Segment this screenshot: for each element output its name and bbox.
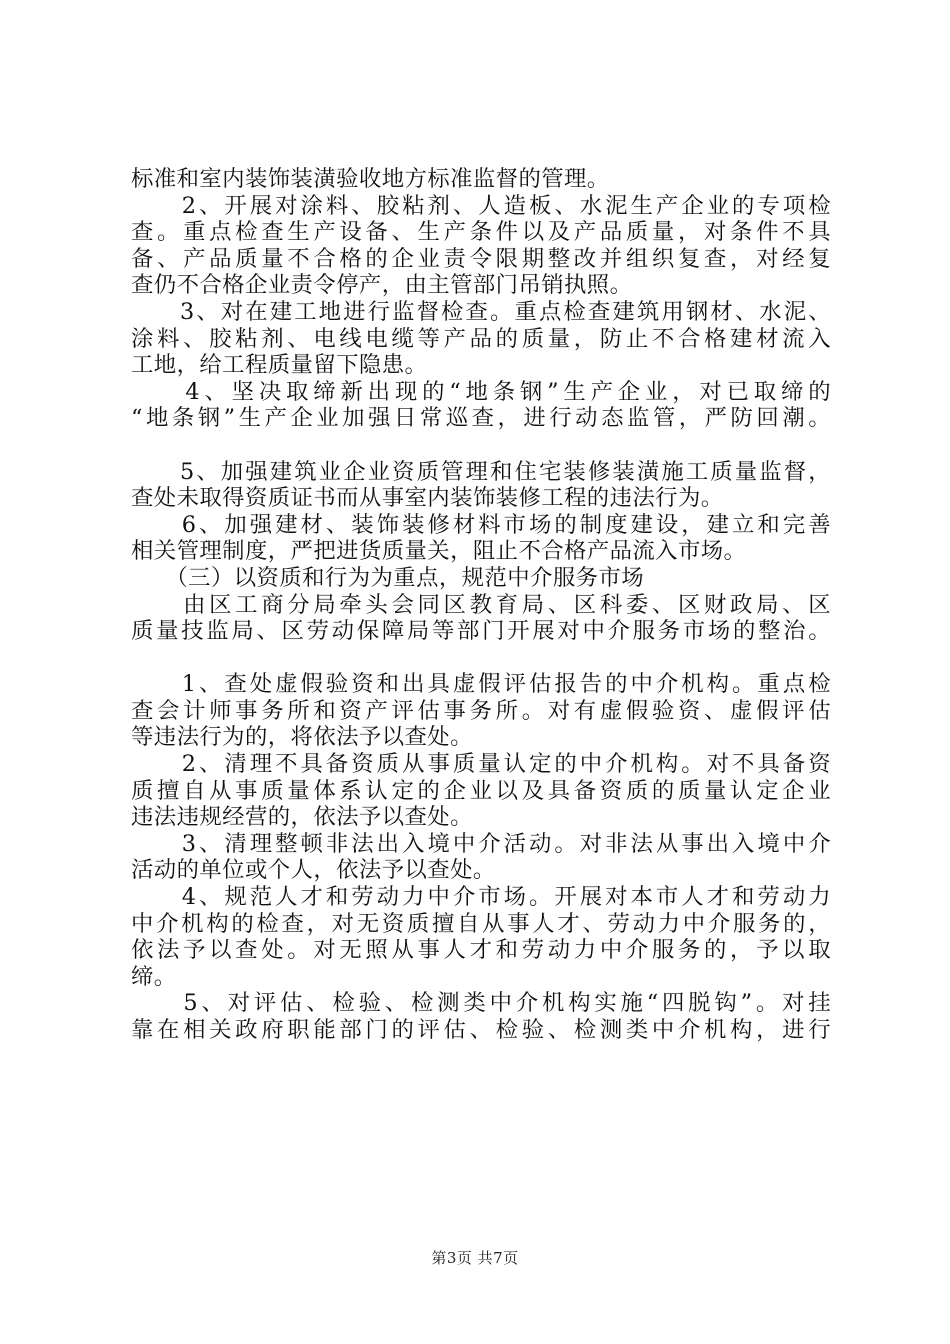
page-footer: 第3页 共7页 (431, 1249, 519, 1267)
text-line: 备、产品质量不合格的企业责令限期整改并组织复查，对经复 (131, 245, 831, 272)
text-line: 中介机构的检查，对无资质擅自从事人才、劳动力中介服务的， (131, 910, 831, 937)
text-line: 工地，给工程质量留下隐患。 (131, 352, 428, 379)
text-line: 1、查处虚假验资和出具虚假评估报告的中介机构。重点检 (131, 671, 831, 698)
text-line: 质擅自从事质量体系认定的企业以及具备资质的质量认定企业 (131, 777, 831, 804)
text-line: 活动的单位或个人，依法予以查处。 (131, 857, 496, 884)
text-line: 违法违规经营的，依法予以查处。 (131, 804, 473, 831)
text-line: 查会计师事务所和资产评估事务所。对有虚假验资、虚假评估 (131, 697, 831, 724)
body-text (131, 166, 831, 1044)
text-line: 标准和室内装饰装潢验收地方标准监督的管理。 (131, 166, 610, 192)
text-line: 3、清理整顿非法出入境中介活动。对非法从事出入境中介 (131, 830, 831, 857)
text-line: 查仍不合格企业责令停产，由主管部门吊销执照。 (131, 272, 633, 299)
text-line: 查。重点检查生产设备、生产条件以及产品质量，对条件不具 (131, 219, 831, 246)
text-line: 4、坚决取缔新出现的“地条钢”生产企业，对已取缔的 (131, 378, 831, 405)
text-line: 5、对评估、检验、检测类中介机构实施“四脱钩”。对挂 (131, 990, 831, 1017)
text-line: 2、清理不具备资质从事质量认定的中介机构。对不具备资 (131, 751, 831, 778)
text-line: 缔。 (131, 963, 177, 990)
text-line: 6、加强建材、装饰装修材料市场的制度建设，建立和完善 (131, 511, 831, 538)
text-line: 4、规范人才和劳动力中介市场。开展对本市人才和劳动力 (131, 884, 831, 911)
text-line: 靠在相关政府职能部门的评估、检验、检测类中介机构，进行 (131, 1017, 831, 1043)
section-heading: （三）以资质和行为为重点，规范中介服务市场 (131, 564, 644, 591)
text-line: 涂料、胶粘剂、电线电缆等产品的质量，防止不合格建材流入 (131, 325, 831, 352)
text-line: 3、对在建工地进行监督检查。重点检查建筑用钢材、水泥、 (131, 298, 831, 325)
text-line: 查处未取得资质证书而从事室内装饰装修工程的违法行为。 (131, 485, 724, 512)
text-line: 2、开展对涂料、胶粘剂、人造板、水泥生产企业的专项检 (131, 192, 831, 219)
blank-line (131, 432, 831, 459)
text-line: 5、加强建筑业企业资质管理和住宅装修装潢施工质量监督， (131, 458, 831, 485)
text-line: 质量技监局、区劳动保障局等部门开展对中介服务市场的整治。 (131, 618, 831, 645)
text-line: 等违法行为的，将依法予以查处。 (131, 724, 473, 751)
text-line: 相关管理制度，严把进货质量关，阻止不合格产品流入市场。 (131, 538, 747, 565)
text-line: “地条钢”生产企业加强日常巡查，进行动态监管，严防回潮。 (131, 405, 831, 432)
text-line: 依法予以查处。对无照从事人才和劳动力中介服务的，予以取 (131, 937, 831, 964)
blank-line (131, 645, 831, 672)
text-line: 由区工商分局牵头会同区教育局、区科委、区财政局、区 (131, 591, 831, 618)
